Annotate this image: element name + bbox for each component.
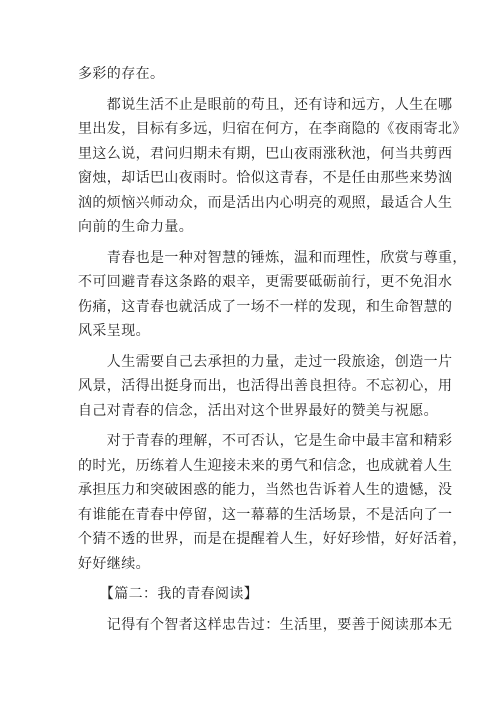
text-line: 有谁能在青春中停留，这一幕幕的生活场景，不是活向了一 [78,506,453,523]
paragraph-6 [78,613,453,638]
text-line: 记得有个智者这样忠告过：生活里，要善于阅读那本无 [78,616,453,633]
text-line: 都说生活不止是眼前的苟且，还有诗和远方，人生在哪 [78,96,453,113]
text-line: 里出发，目标有多远，归宿在何方，在李商隐的《夜雨寄北》 [78,121,467,137]
text-line: 人生需要自己去承担的力量，走过一段旅途，创造一片 [78,353,453,370]
text-line: 伤痛，这青春也就活成了一场不一样的发现，和生命智慧的 [78,298,453,315]
paragraph-2 [78,93,467,240]
text-line: 的时光，历练着人生迎接未来的勇气和信念，也成就着人生 [78,457,453,474]
paragraph-3 [78,246,467,344]
text-line: 多彩的存在。 [78,66,165,82]
text-line: 对于青春的理解，不可否认，它是生命中最丰富和精彩 [78,433,453,449]
text-line: 不可回避青春这条路的艰辛，更需要砥砺前行，更不免泪水 [78,274,453,290]
text-line: 承担压力和突破困惑的能力，当然也告诉着人生的遗憾，没 [78,482,453,498]
section-title: 【篇二：我的青春阅读】 [78,586,259,602]
text-line: 个猜不透的世界，而是在提醒着人生，好好珍惜，好好活着， [78,531,467,547]
text-line: 窗烛，却话巴山夜雨时。恰似这青春，不是任由那些来势汹 [78,170,453,186]
section-heading [78,582,423,607]
text-line: 汹的烦恼兴师动众，而是活出内心明亮的观照，最适合人生 [78,194,453,211]
text-line: 里这么说，君问归期未有期，巴山夜雨涨秋池，何当共剪西 [78,145,453,162]
paragraph-5 [78,429,467,576]
paragraph-4 [78,350,453,424]
text-line: 自己对青春的信念，活出对这个世界最好的赞美与祝愿。 [78,402,438,419]
text-line: 风采呈现。 [78,323,150,339]
text-line: 向前的生命力量。 [78,219,194,235]
paragraph-1 [78,62,423,87]
document-body [78,62,467,637]
text-line: 青春也是一种对智慧的锤炼，温和而理性，欣赏与尊重， [78,249,467,266]
text-line: 好好继续。 [78,555,150,572]
text-line: 风景，活得出挺身而出，也活得出善良担待。不忘初心，用 [78,378,453,394]
